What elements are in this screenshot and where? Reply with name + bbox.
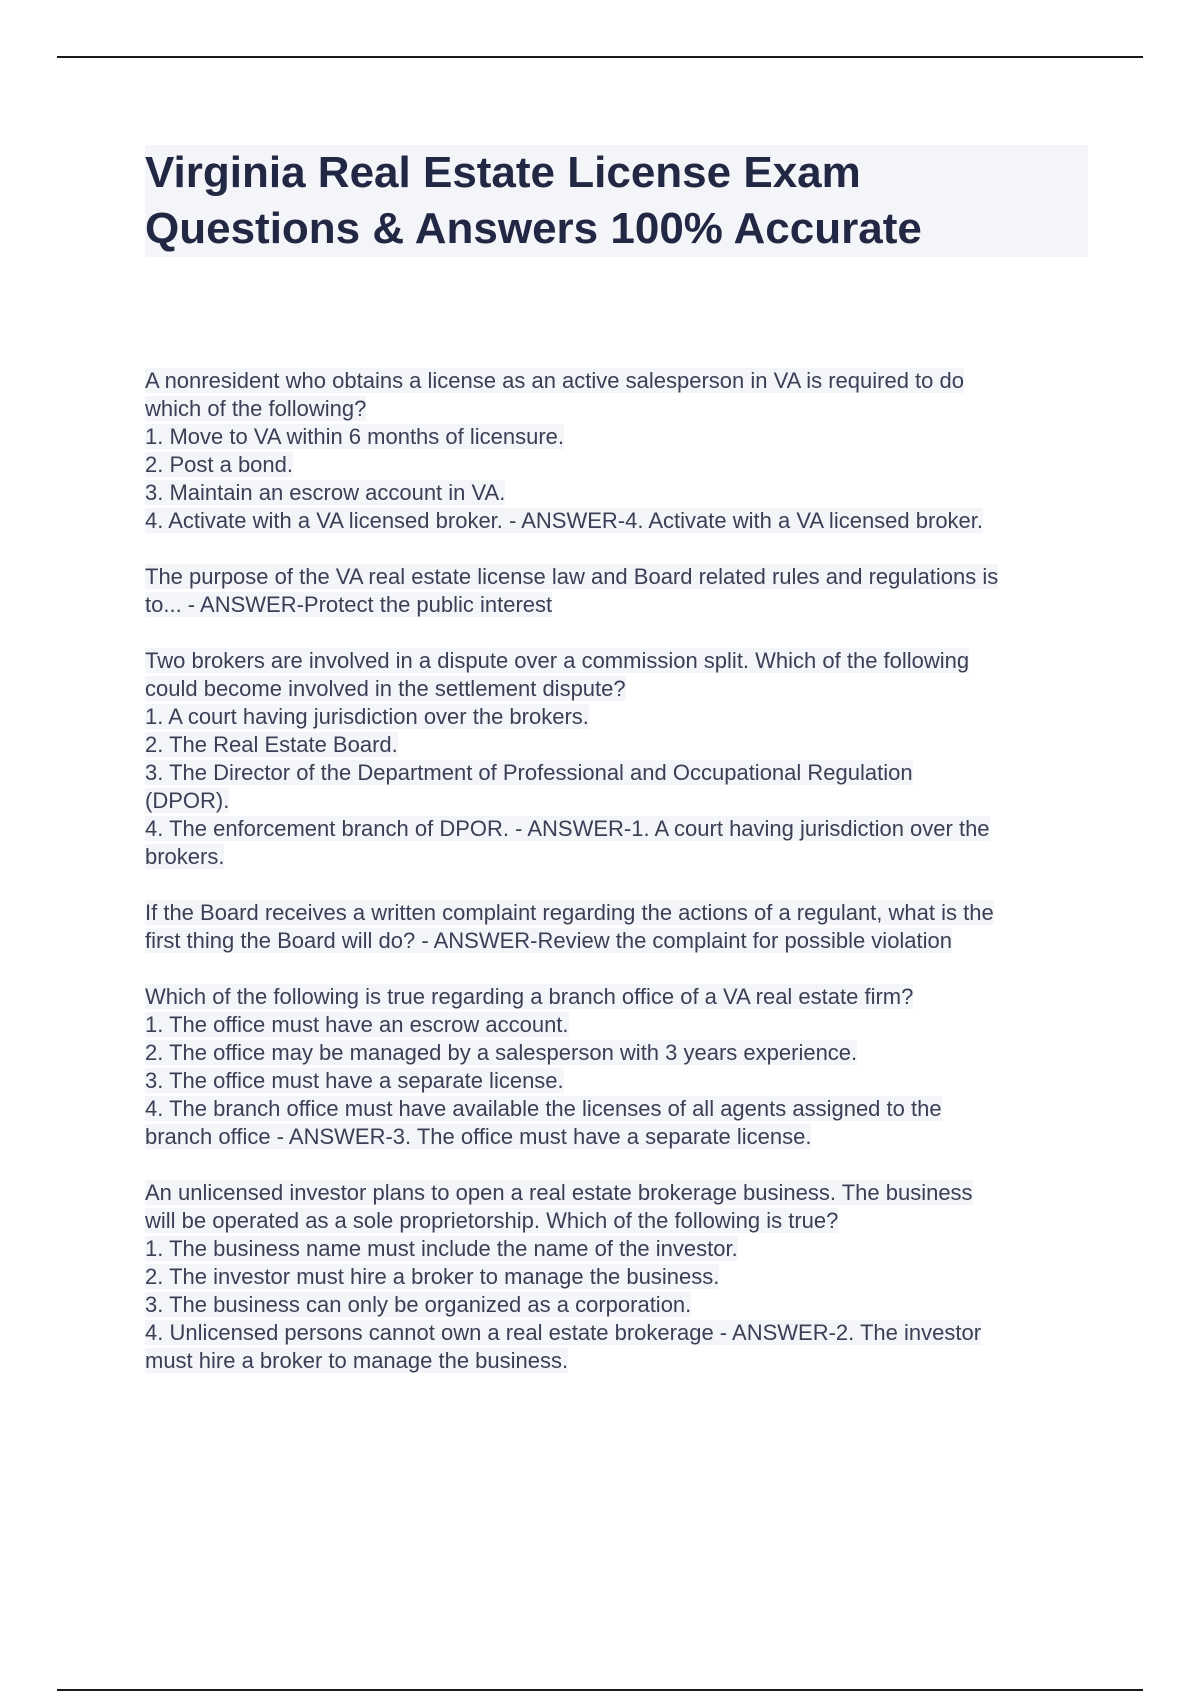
qa-item-1 <box>145 367 1095 535</box>
text-line: to... - ANSWER-Protect the public interest <box>145 592 553 617</box>
text-line: which of the following? <box>145 396 367 421</box>
qa-item-6 <box>145 1179 1095 1375</box>
qa-item-4 <box>145 899 1095 955</box>
text-line: will be operated as a sole proprietorship. Which of the following is true? <box>145 1208 839 1233</box>
text-line: must hire a broker to manage the business. <box>145 1348 569 1373</box>
document-title <box>145 145 1088 257</box>
text-line: 2. Post a bond. <box>145 452 293 477</box>
text-line: A nonresident who obtains a license as an active salesperson in VA is required to do <box>145 368 964 393</box>
text-line: 3. The Director of the Department of Professional and Occupational Regulation <box>145 760 913 785</box>
text-line: first thing the Board will do? - ANSWER-Review the complaint for possible violation <box>145 928 953 953</box>
text-line: If the Board receives a written complaint regarding the actions of a regulant, what is the <box>145 900 994 925</box>
text-line: An unlicensed investor plans to open a real estate brokerage business. The business <box>145 1180 973 1205</box>
text-line: Two brokers are involved in a dispute over a commission split. Which of the following <box>145 648 970 673</box>
title-line-2: Questions & Answers 100% Accurate <box>145 204 922 253</box>
text-line: 4. Activate with a VA licensed broker. - ANSWER-4. Activate with a VA licensed broker. <box>145 508 984 533</box>
text-line: 2. The investor must hire a broker to manage the business. <box>145 1264 720 1289</box>
text-line: 4. The enforcement branch of DPOR. - ANSWER-1. A court having jurisdiction over the <box>145 816 990 841</box>
qa-item-5 <box>145 983 1095 1151</box>
text-line: 2. The Real Estate Board. <box>145 732 398 757</box>
text-line: 2. The office may be managed by a salesperson with 3 years experience. <box>145 1040 858 1065</box>
text-line: 1. Move to VA within 6 months of licensure. <box>145 424 565 449</box>
text-line: 3. Maintain an escrow account in VA. <box>145 480 506 505</box>
text-line: (DPOR). <box>145 788 230 813</box>
footer-rule <box>57 1689 1143 1691</box>
title-line-1: Virginia Real Estate License Exam <box>145 148 861 197</box>
text-line: could become involved in the settlement dispute? <box>145 676 626 701</box>
text-line: brokers. <box>145 844 225 869</box>
text-line: 3. The office must have a separate license. <box>145 1068 564 1093</box>
text-line: 4. Unlicensed persons cannot own a real estate brokerage - ANSWER-2. The investor <box>145 1320 982 1345</box>
text-line: 1. The business name must include the name of the investor. <box>145 1236 738 1261</box>
text-line: 1. A court having jurisdiction over the brokers. <box>145 704 589 729</box>
text-line: 1. The office must have an escrow account. <box>145 1012 569 1037</box>
qa-item-3 <box>145 647 1095 871</box>
text-line: 3. The business can only be organized as a corporation. <box>145 1292 692 1317</box>
text-line: Which of the following is true regarding a branch office of a VA real estate firm? <box>145 984 914 1009</box>
qa-list <box>145 367 1095 1403</box>
qa-item-2 <box>145 563 1095 619</box>
header-rule <box>57 56 1143 58</box>
text-line: The purpose of the VA real estate license law and Board related rules and regulations is <box>145 564 999 589</box>
text-line: 4. The branch office must have available the licenses of all agents assigned to the <box>145 1096 942 1121</box>
text-line: branch office - ANSWER-3. The office must have a separate license. <box>145 1124 812 1149</box>
